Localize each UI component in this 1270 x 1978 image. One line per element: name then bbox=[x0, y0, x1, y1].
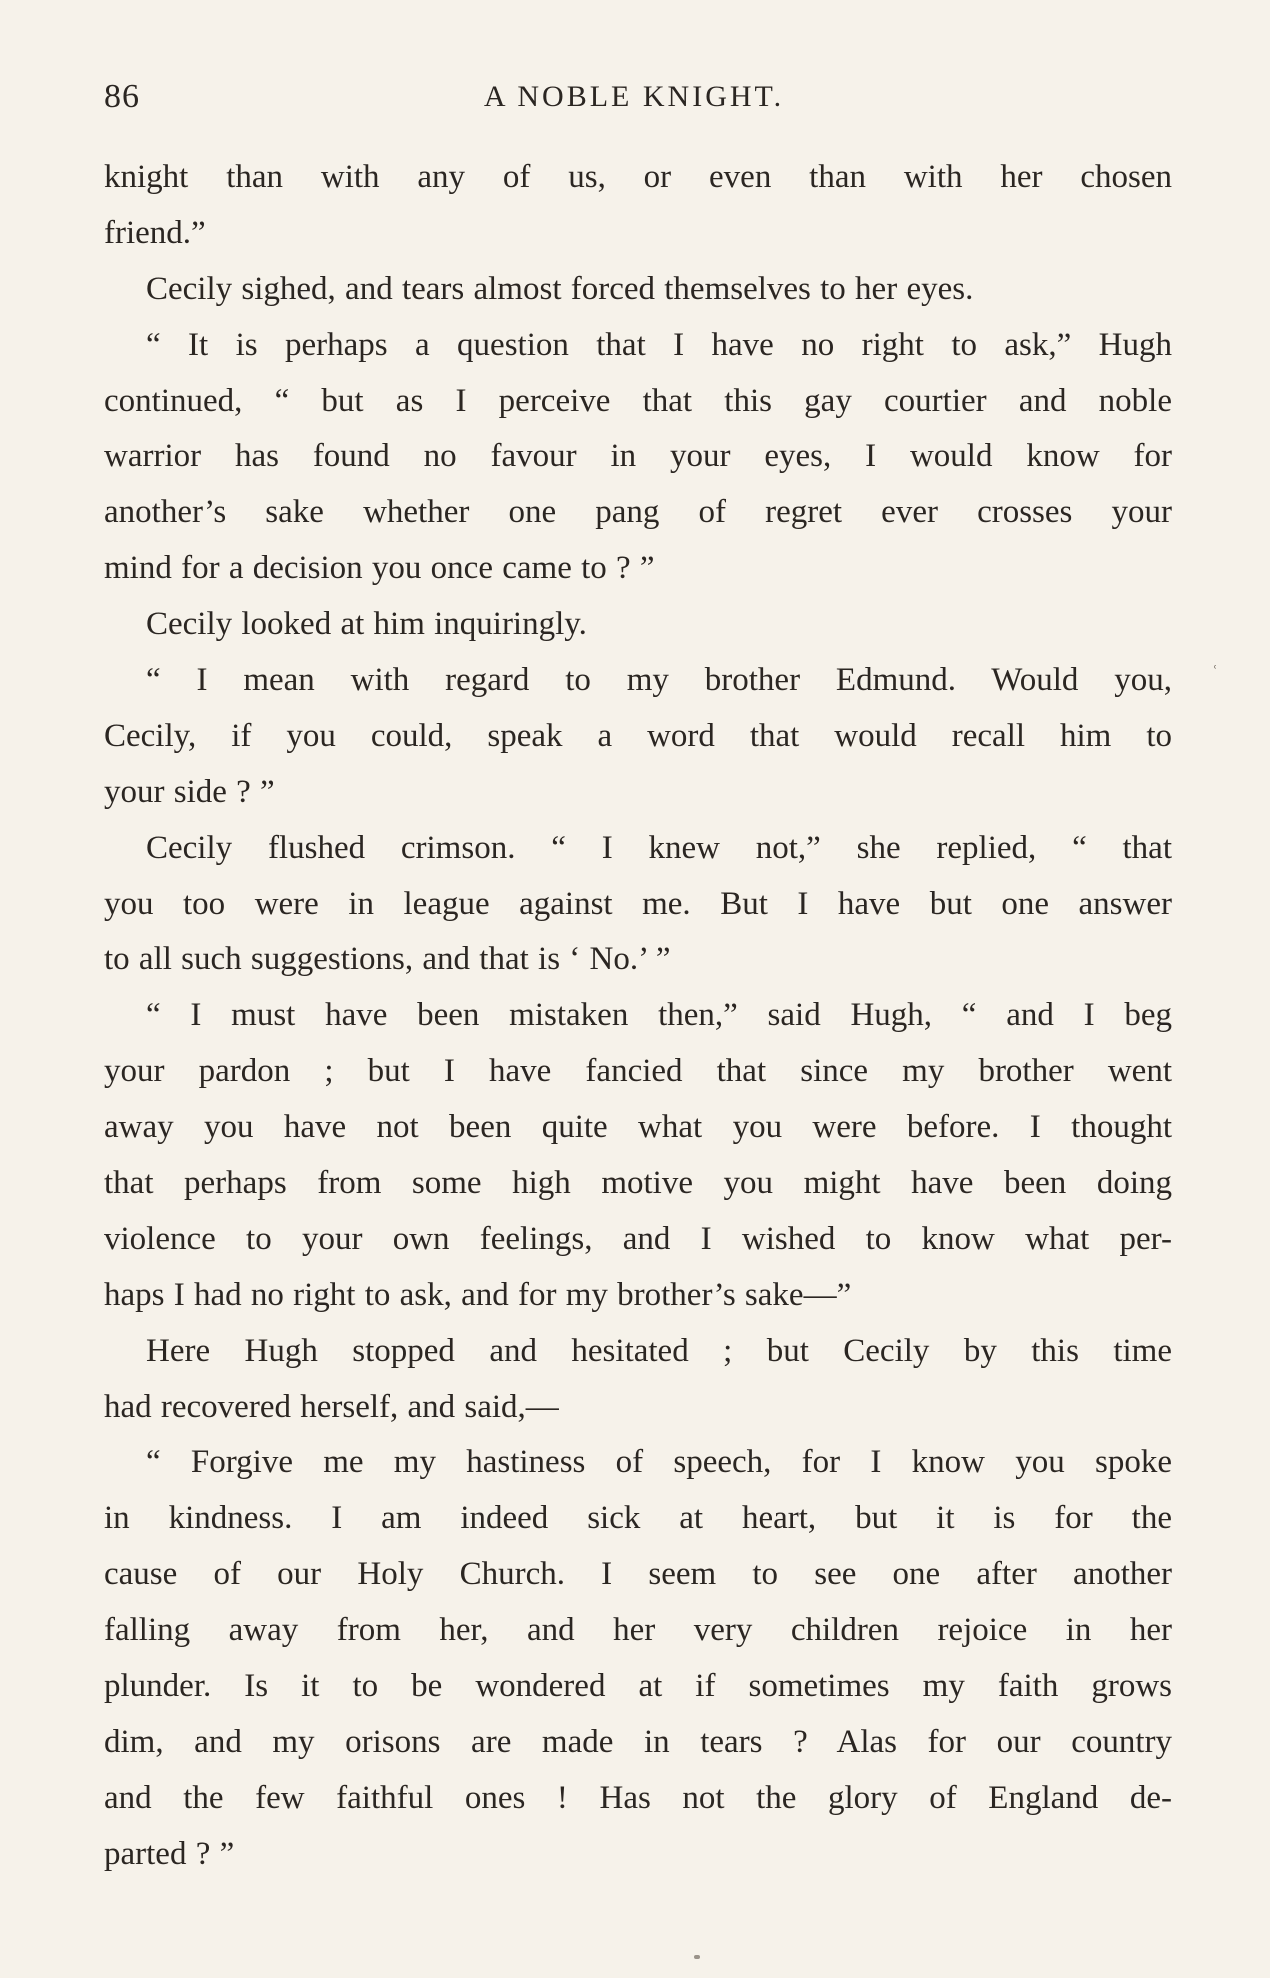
text-line: mind for a decision you once came to ? ” bbox=[104, 550, 655, 587]
running-title: A NOBLE KNIGHT. bbox=[483, 80, 785, 113]
text-line: your side ? ” bbox=[104, 773, 275, 810]
text-line: to all such suggestions, and that is ‘ No.’ ” bbox=[104, 941, 671, 978]
text-line: “ I mean with regard to my brother Edmund. Would you, bbox=[146, 662, 1172, 699]
text-line: friend.” bbox=[104, 214, 206, 251]
text-line: parted ? ” bbox=[104, 1835, 235, 1872]
text-line: cause of our Holy Church. I seem to see one after another bbox=[104, 1556, 1172, 1593]
text-line: your pardon ; but I have fancied that since my brother went bbox=[104, 1053, 1172, 1090]
text-line: plunder. Is it to be wondered at if sometimes my faith grows bbox=[104, 1668, 1172, 1705]
text-line: knight than with any of us, or even than with her chosen bbox=[104, 159, 1172, 195]
text-line: away you have not been quite what you were before. I thought bbox=[104, 1109, 1172, 1146]
text-line: “ Forgive me my hastiness of speech, for I know you spoke bbox=[146, 1444, 1172, 1481]
text-line: Cecily looked at him inquiringly. bbox=[146, 606, 587, 643]
text-line: Cecily, if you could, speak a word that would recall him to bbox=[104, 717, 1172, 754]
text-line: Cecily sighed, and tears almost forced themselves to her eyes. bbox=[146, 270, 974, 307]
text-line: another’s sake whether one pang of regret ever crosses your bbox=[104, 494, 1172, 531]
text-line: Here Hugh stopped and hesitated ; but Cecily by this time bbox=[146, 1332, 1172, 1369]
text-line: Cecily flushed crimson. “ I knew not,” she replied, “ that bbox=[146, 829, 1172, 866]
text-line: that perhaps from some high motive you might have been doing bbox=[104, 1165, 1172, 1202]
page-number: 86 bbox=[104, 78, 140, 115]
text-line: in kindness. I am indeed sick at heart, but it is for the bbox=[104, 1500, 1172, 1537]
text-line: had recovered herself, and said,— bbox=[104, 1388, 559, 1425]
text-line: continued, “ but as I perceive that this gay courtier and noble bbox=[104, 382, 1172, 419]
text-line: “ I must have been mistaken then,” said Hugh, “ and I beg bbox=[146, 997, 1172, 1034]
text-line: warrior has found no favour in your eyes, I would know for bbox=[104, 438, 1172, 475]
text-line: dim, and my orisons are made in tears ? Alas for our country bbox=[104, 1723, 1172, 1760]
text-line: “ It is perhaps a question that I have no right to ask,” Hugh bbox=[146, 326, 1172, 363]
text-line: and the few faithful ones ! Has not the glory of England de- bbox=[104, 1779, 1172, 1816]
text-line: haps I had no right to ask, and for my brother’s sake—” bbox=[104, 1276, 852, 1313]
text-line: falling away from her, and her very children rejoice in her bbox=[104, 1612, 1172, 1649]
text-line: violence to your own feelings, and I wished to know what per- bbox=[104, 1220, 1172, 1257]
body-text bbox=[104, 150, 1172, 1883]
margin-mark: ʿ bbox=[1212, 662, 1218, 682]
ink-speck bbox=[694, 1955, 700, 1959]
text-line: you too were in league against me. But I have but one answer bbox=[104, 885, 1172, 922]
running-head bbox=[104, 78, 1164, 122]
